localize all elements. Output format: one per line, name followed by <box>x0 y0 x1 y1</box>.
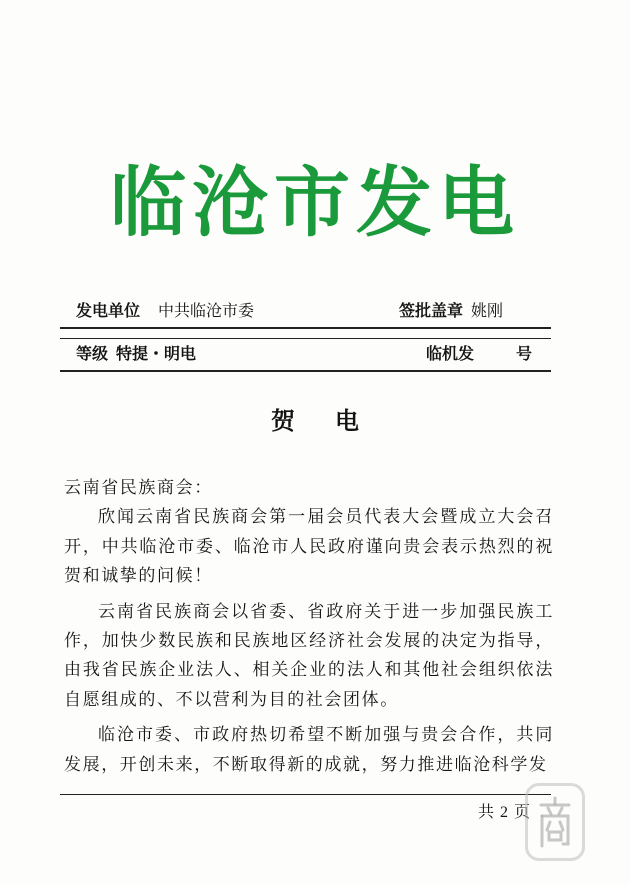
document-title <box>0 409 630 433</box>
divider <box>60 327 551 329</box>
divider <box>60 338 551 339</box>
watermark-logo <box>525 783 585 861</box>
body-paragraph: 云南省民族商会以省委、省政府关于进一步加强民族工作，加快少数民族和民族地区经济社会发展的决定为指导，由我省民族企业法人、相关企业的法人和其他社会组织依法自愿组成的、不以营利为目的社会团体。 <box>64 601 554 710</box>
grade-label: 等级 <box>76 344 109 363</box>
page-count-number: 2 <box>500 804 509 821</box>
page-count <box>478 804 530 821</box>
footer-divider <box>60 794 551 795</box>
divider <box>60 370 551 372</box>
document-body <box>64 474 554 780</box>
body-paragraph: 临沧市委、市政府热切希望不断加强与贵会合作，共同发展，开创未来，不断取得新的成就，努力推进临沧科学发 <box>64 725 554 775</box>
serial-suffix: 号 <box>516 344 533 363</box>
grade-value: 特提・明电 <box>116 344 197 363</box>
approver-label: 签批盖章 <box>399 301 464 320</box>
page-count-prefix: 共 <box>478 802 495 821</box>
document-title-char: 电 <box>335 407 359 435</box>
salutation: 云南省民族商会： <box>64 478 213 498</box>
document-title-char: 贺 <box>271 407 295 435</box>
shang-seal-icon <box>535 794 575 850</box>
page-count-suffix: 页 <box>514 802 531 821</box>
approver-value: 姚刚 <box>471 301 504 320</box>
body-paragraph: 欣闻云南省民族商会第一届会员代表大会暨成立大会召开，中共临沧市委、临沧市人民政府谨向贵会表示热烈的祝贺和诚挚的问候！ <box>64 507 554 587</box>
sender-label: 发电单位 <box>76 301 141 320</box>
document-header-title: 临沧市发电 <box>110 158 520 247</box>
serial-prefix: 临机发 <box>426 344 475 363</box>
sender-value: 中共临沧市委 <box>158 301 255 320</box>
